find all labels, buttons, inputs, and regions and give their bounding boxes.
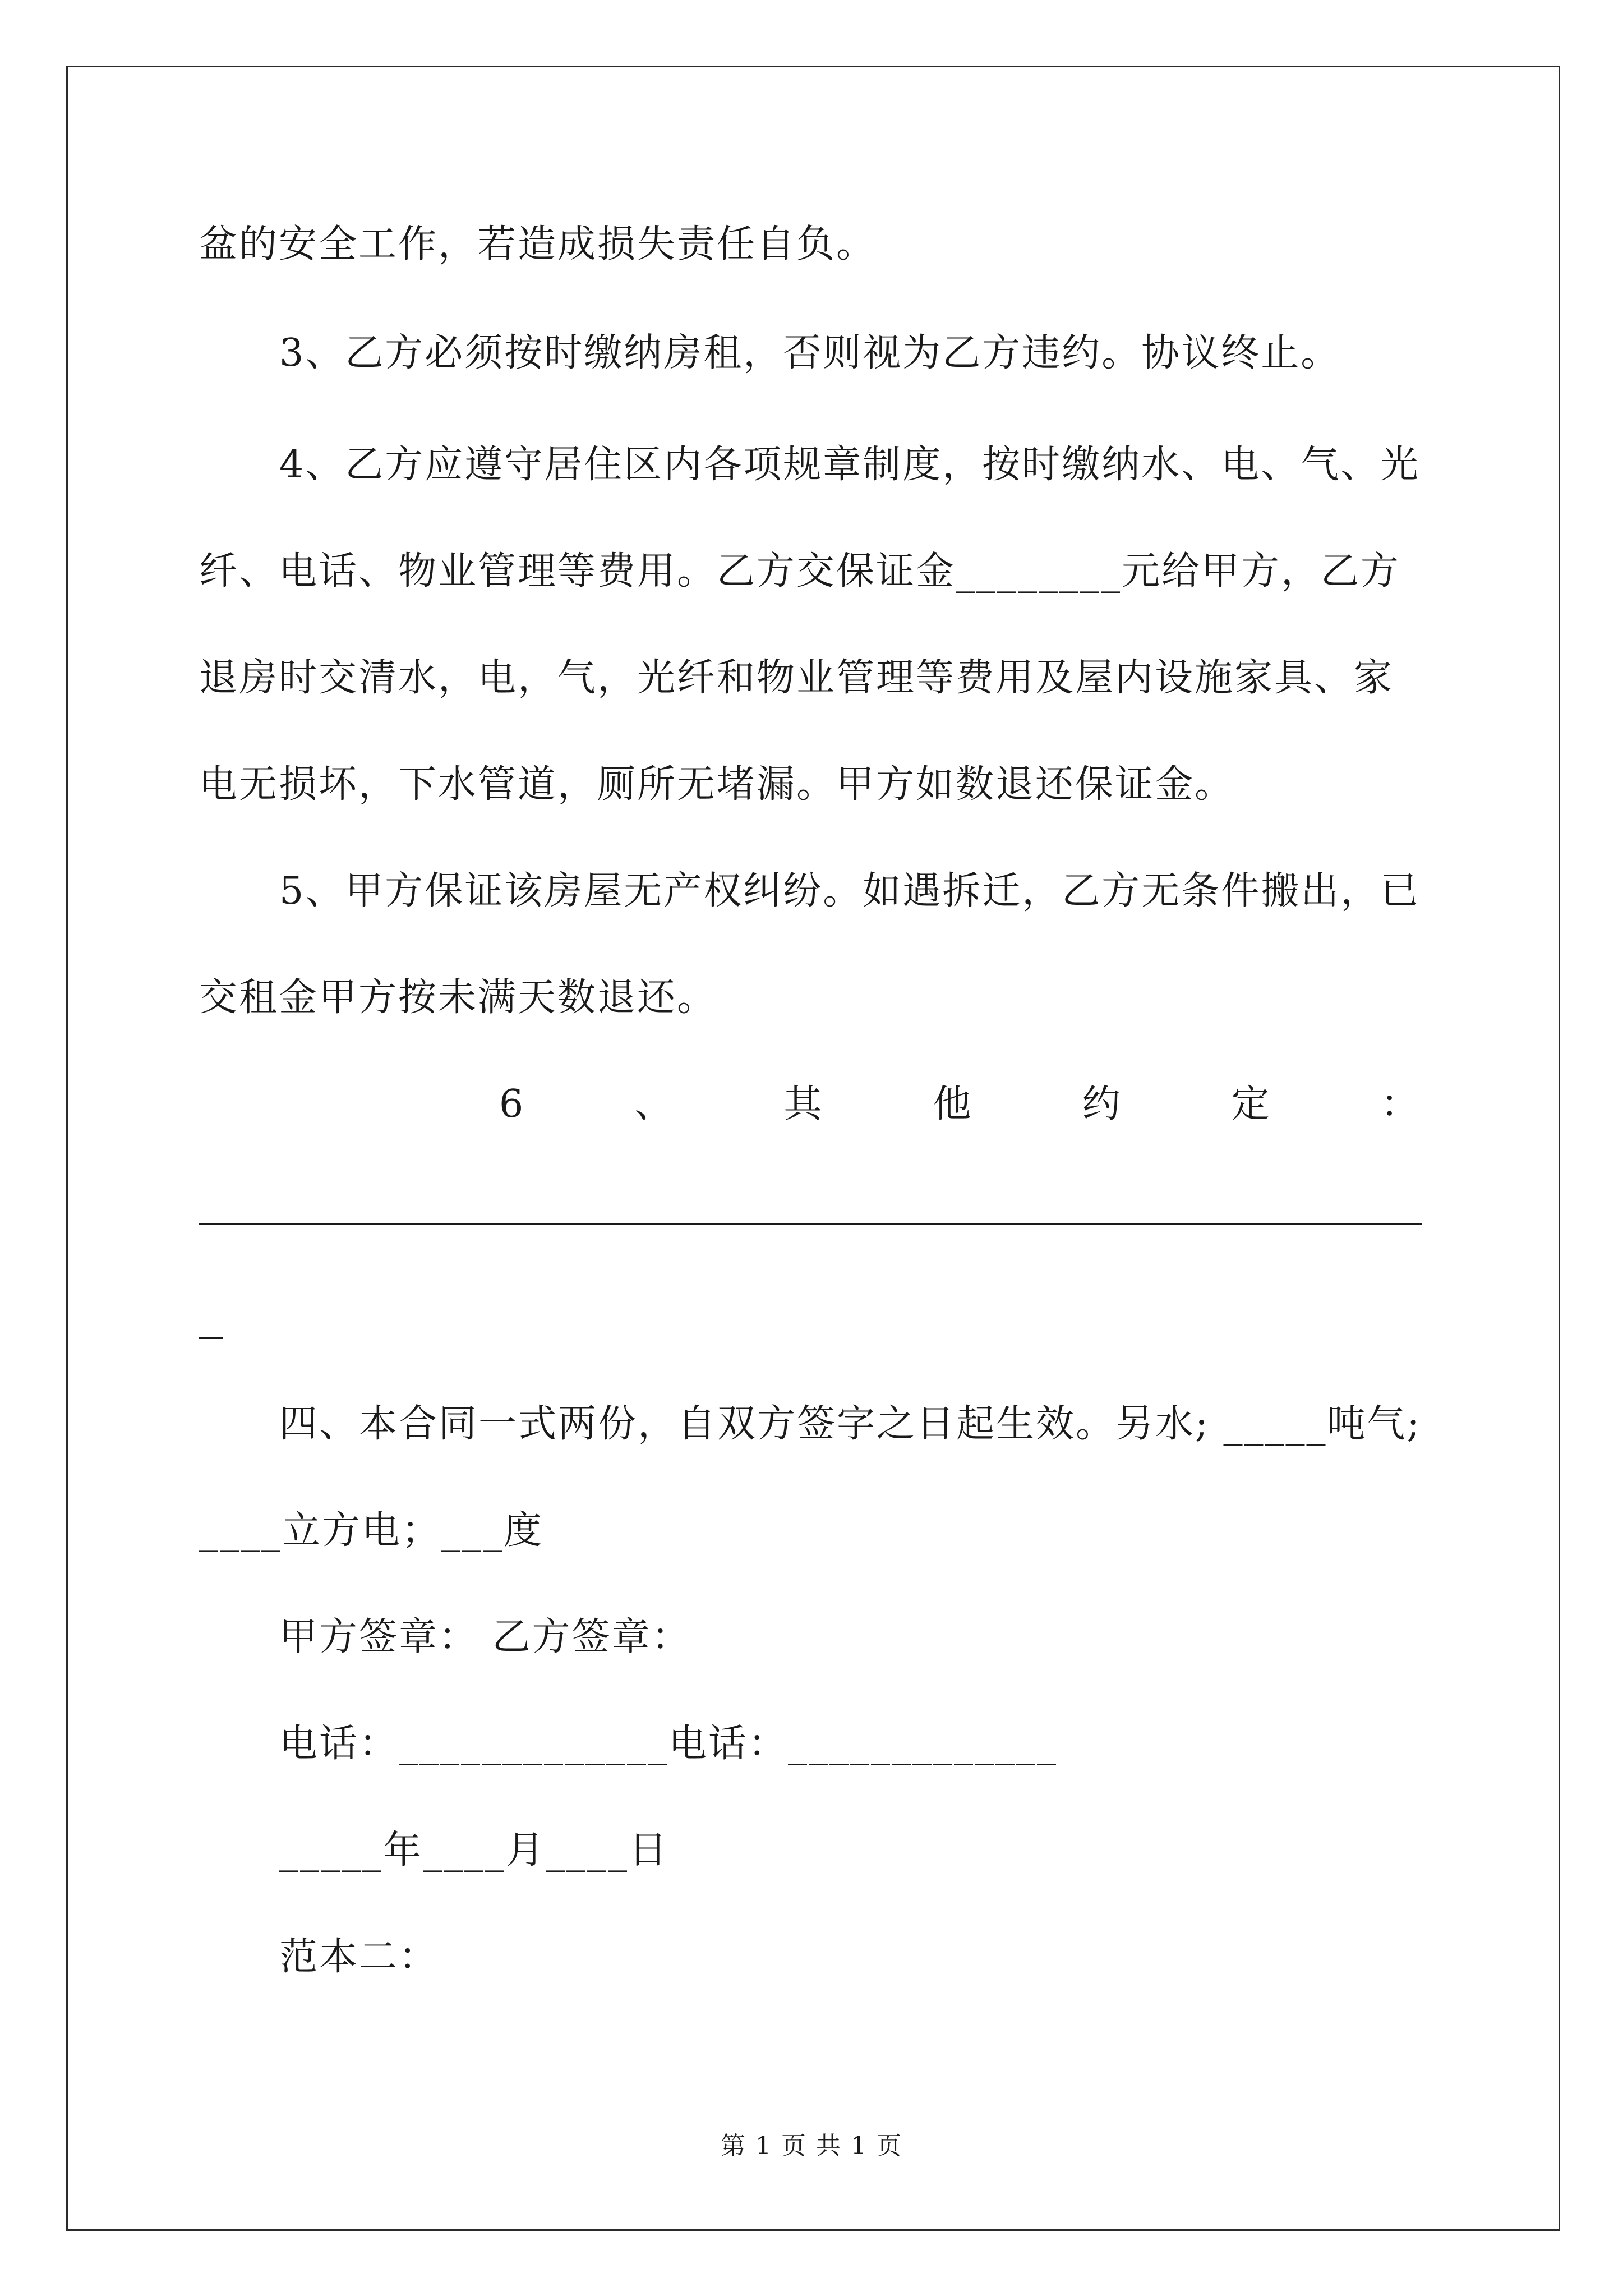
clause-5-line-2: 交租金甲方按未满天数退还。 [199, 976, 717, 1020]
paragraph-line: 盆的安全工作，若造成损失责任自负。 [199, 222, 877, 266]
clause-4-line-1: 4、乙方应遵守居住区内各项规章制度，按时缴纳水、电、气、光 [279, 443, 1421, 487]
heading-char: 其 [783, 1082, 822, 1126]
template-two-heading: 范本二： [279, 1935, 439, 1979]
section-4-line-1: 四、本合同一式两份，自双方签字之日起生效。另水; _____吨气; [279, 1402, 1422, 1446]
fill-in-blank-line [199, 1223, 1422, 1225]
page-number: 第 1 页 共 1 页 [721, 2132, 902, 2160]
signature-line: 甲方签章： 乙方签章： [279, 1615, 691, 1659]
clause-4-line-2: 纤、电话、物业管理等费用。乙方交保证金________元给甲方，乙方 [199, 549, 1401, 593]
heading-char: 他 [933, 1082, 971, 1126]
fill-in-blank-line [199, 1337, 223, 1339]
clause-4-line-3: 退房时交清水，电，气，光纤和物业管理等费用及屋内设施家具、家 [199, 656, 1394, 700]
heading-char: 6 [499, 1082, 524, 1126]
heading-char: 约 [1082, 1082, 1121, 1126]
clause-4-line-4: 电无损坏，下水管道，厕所无堵漏。甲方如数退还保证金。 [199, 762, 1235, 807]
clause-5-line-1: 5、甲方保证该房屋无产权纠纷。如遇拆迁，乙方无条件搬出，已 [279, 869, 1421, 913]
page-border [66, 66, 1560, 2231]
heading-char: 定 [1231, 1082, 1270, 1126]
heading-char: ： [1380, 1082, 1419, 1126]
clause-3: 3、乙方必须按时缴纳房租，否则视为乙方违约。协议终止。 [279, 331, 1341, 375]
date-line: _____年____月____日 [279, 1828, 669, 1872]
heading-char: 、 [634, 1082, 673, 1126]
clause-6-heading [199, 1082, 1419, 1126]
phone-line: 电话：_____________电话：_____________ [279, 1722, 1058, 1766]
section-4-line-2: ____立方电；___度 [199, 1508, 544, 1553]
